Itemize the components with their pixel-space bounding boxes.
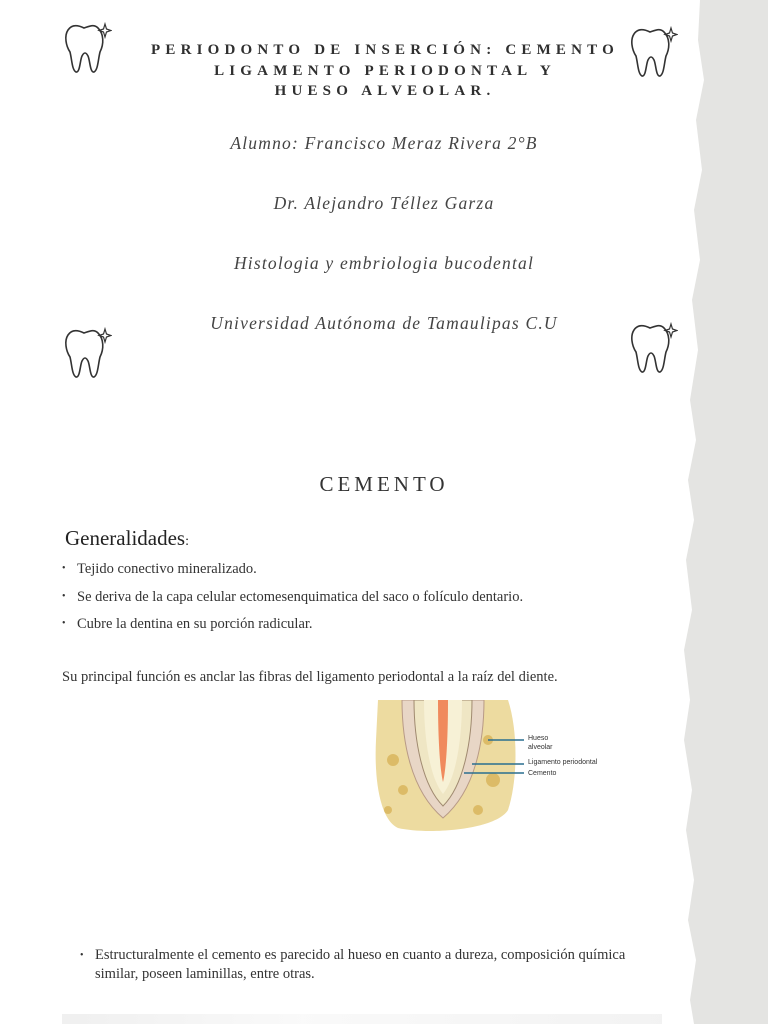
- list-item-text: Tejido conectivo mineralizado.: [77, 561, 257, 577]
- student-name: Alumno: Francisco Meraz Rivera 2°B: [230, 133, 538, 153]
- diagram-label: Cemento: [528, 770, 557, 777]
- list-item-text: Estructuralmente el cemento es parecido al hueso en cuanto a dureza, composición química similar, poseen laminillas, entre otras.: [95, 947, 626, 982]
- diagram-label: Ligamento periodontal: [528, 759, 598, 766]
- tooth-sparkle-icon: [60, 20, 112, 76]
- document-title: [110, 40, 660, 102]
- list-item: • Tejido conectivo mineralizado.: [62, 561, 257, 577]
- subheading-text: Generalidades: [65, 526, 186, 550]
- subheading: [65, 526, 189, 551]
- teacher-name: Dr. Alejandro Téllez Garza: [273, 193, 495, 213]
- subheading-colon: :: [185, 534, 189, 549]
- list-item-text: Cubre la dentina en su porción radicular.: [77, 616, 313, 632]
- periodontium-diagram: [368, 700, 618, 835]
- subject-name: Histologia y embriologia bucodental: [233, 253, 535, 273]
- list-item-text: Se deriva de la capa celular ectomesenquimatica del saco o folículo dentario.: [77, 588, 524, 605]
- title-line: PERIODONTO DE INSERCIÓN: CEMENTO: [151, 42, 619, 58]
- title-line: LIGAMENTO PERIODONTAL Y: [214, 62, 556, 79]
- list-item: • Estructuralmente el cemento es parecido al hueso en cuanto a dureza, composición química similar, poseen laminillas, entre otras.: [80, 946, 670, 984]
- diagram-label: alveolar: [528, 744, 553, 751]
- diagram-label: Hueso: [528, 735, 549, 742]
- bullet-list: [62, 561, 523, 644]
- list-item: • Se deriva de la capa celular ectomesenquimatica del saco o folículo dentario.: [62, 588, 524, 605]
- section-heading: CEMENTO: [319, 472, 449, 496]
- university-name: Universidad Autónoma de Tamaulipas C.U: [210, 313, 558, 333]
- cut-off-text-line: [62, 1014, 662, 1024]
- function-paragraph: Su principal función es anclar las fibras del ligamento periodontal a la raíz del diente.: [62, 669, 558, 685]
- list-item: • Cubre la dentina en su porción radicular.: [62, 616, 313, 632]
- title-line: HUESO ALVEOLAR.: [274, 83, 496, 99]
